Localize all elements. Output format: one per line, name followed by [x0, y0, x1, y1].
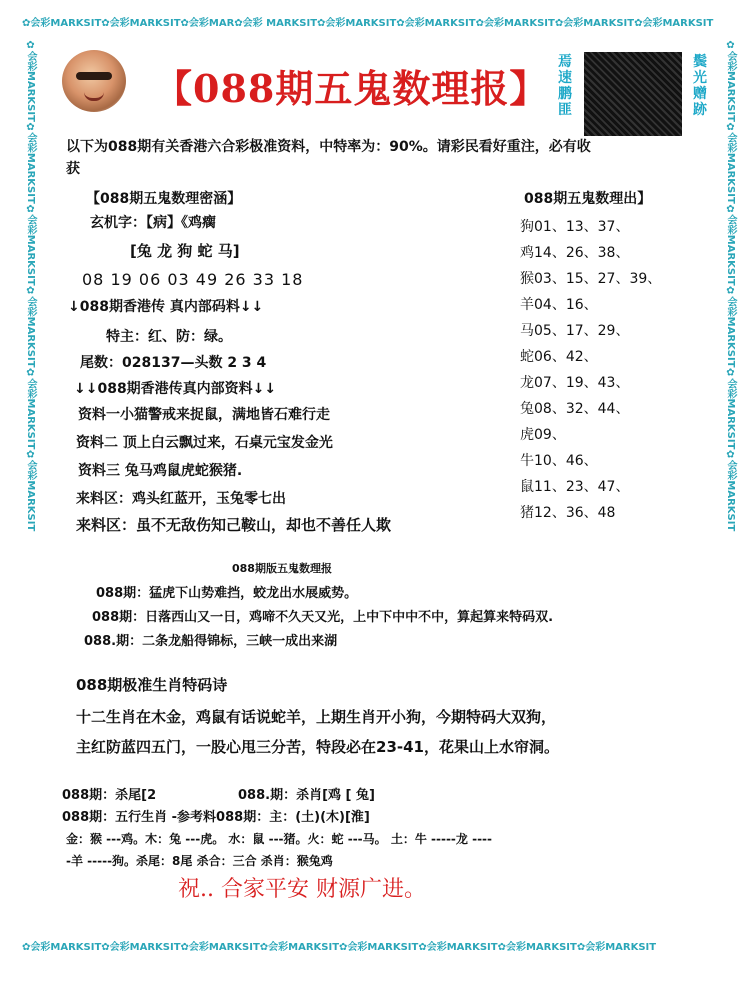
ziliao-3: 资料三 兔马鸡鼠虎蛇猴猪. [78, 463, 243, 479]
zodiac-row: 狗01、13、37、 [520, 219, 630, 235]
avatar-eyes-icon [76, 72, 112, 80]
five-elements-line-2: -羊 -----狗。杀尾：8尾 杀合：三合 杀肖：猴兔鸡 [66, 854, 333, 868]
right-badge-char: 鬓 [693, 54, 707, 70]
zodiac-row: 牛10、46、 [520, 453, 598, 469]
border-top-watermark: ✿会彩MARKSIT✿会彩MARKSIT✿会彩MAR✿会彩 MARKSIT✿会彩MARKSIT✿会彩MARKSIT✿会彩MARKSIT✿会彩MARKSIT✿会彩MARKSIT [22, 18, 714, 29]
intro-text: 以下为088期有关香港六合彩极准资料，中特率为：90%。请彩民看好重注，必有收 [66, 139, 591, 155]
blessing-text: 祝.. 合家平安 财源广进。 [178, 877, 426, 902]
intro-text-cont: 获 [66, 161, 80, 177]
avatar [62, 50, 126, 112]
right-badge-char: 光 [693, 70, 707, 86]
zodiac-row: 兔08、32、44、 [520, 401, 630, 417]
poem-line-2: 主红防蓝四五门，一股心甩三分苦，特段必在23-41，花果山上水帘洞。 [76, 738, 559, 756]
middle-line-3: 088.期：二条龙船得锦标，三峡一成出来湖 [84, 634, 338, 649]
zodiac-list: [兔 龙 狗 蛇 马] [130, 242, 240, 260]
hk-heading-2: ↓↓088期香港传真内部资料↓↓ [74, 381, 277, 397]
left-badge [555, 54, 575, 118]
zodiac-row: 虎09、 [520, 427, 566, 443]
border-left-watermark: ✿会彩MARKSIT✿会彩MARKSIT✿会彩MARKSIT✿会彩MARKSIT✿会彩MARKSIT✿会彩MARKSIT [25, 40, 36, 532]
right-badge-char: 赠 [693, 86, 707, 102]
ziliao-2: 资料二 顶上白云飘过来，石桌元宝发金光 [76, 435, 333, 451]
left-badge-char: 匪 [558, 102, 572, 118]
zodiac-row: 鼠11、23、47、 [520, 479, 630, 495]
ziliao-1: 资料一小猫警戒来捉鼠，满地皆石难行走 [78, 407, 330, 423]
zodiac-table-heading: 088期五鬼数理出】 [524, 191, 652, 207]
middle-line-2: 088期：日落西山又一日，鸡啼不久天又光，上中下中中不中，算起算来特码双. [92, 610, 554, 625]
page-title: 【088期五鬼数理报】 [154, 66, 549, 111]
shaxiao-text: 088.期：杀肖[鸡 [ 兔] [238, 788, 375, 803]
zodiac-row: 龙07、19、43、 [520, 375, 630, 391]
poem-heading: 088期极准生肖特码诗 [76, 676, 228, 694]
left-badge-char: 速 [558, 70, 572, 86]
left-badge-char: 焉 [558, 54, 572, 70]
right-badge [690, 54, 710, 118]
left-badge-char: 鹏 [558, 86, 572, 102]
five-elements-line: 金：猴 ---鸡。木：兔 ---虎。 水：鼠 ---猪。火：蛇 ---马。 土：牛 -----龙 ---- [66, 832, 493, 846]
weishu-text: 尾数：028137—头数 2 3 4 [80, 355, 267, 371]
border-bottom-watermark: ✿会彩MARKSIT✿会彩MARKSIT✿会彩MARKSIT✿会彩MARKSIT✿会彩MARKSIT✿会彩MARKSIT✿会彩MARKSIT✿会彩MARKSIT [22, 942, 657, 953]
zodiac-row: 羊04、16、 [520, 297, 598, 313]
qr-code-icon [584, 52, 682, 136]
zodiac-row: 鸡14、26、38、 [520, 245, 630, 261]
laoliao-1: 来料区：鸡头红蓝开，玉兔零七出 [76, 491, 286, 507]
secret-heading: 【088期五鬼数理密涵】 [86, 191, 242, 207]
middle-subheading: 088期版五鬼数理报 [232, 562, 332, 575]
zodiac-row: 蛇06、42、 [520, 349, 598, 365]
wuxing-text: 088期：五行生肖 -参考料088期：主：(土)(木)[淮] [62, 810, 370, 825]
avatar-mouth-icon [84, 92, 104, 101]
laoliao-2: 来料区：虽不无敌伤知己鞍山，却也不善任人欺 [76, 516, 392, 534]
border-right-watermark: ✿会彩MARKSIT✿会彩MARKSIT✿会彩MARKSIT✿会彩MARKSIT✿会彩MARKSIT✿会彩MARKSIT [725, 40, 736, 532]
hk-heading-1: ↓088期香港传 真内部码料↓↓ [68, 299, 264, 315]
shawei-text: 088期：杀尾[2 [62, 788, 157, 803]
xuanji-text: 玄机字：【病】《鸡瘸 [90, 215, 216, 231]
middle-line-1: 088期：猛虎下山势难挡，蛟龙出水展威势。 [96, 586, 358, 601]
zodiac-row: 猴03、15、27、39、 [520, 271, 662, 287]
number-list: 08 19 06 03 49 26 33 18 [82, 270, 304, 289]
zodiac-row: 马05、17、29、 [520, 323, 630, 339]
poem-line-1: 十二生肖在木金，鸡鼠有话说蛇羊，上期生肖开小狗，今期特码大双狗， [76, 708, 557, 726]
right-badge-char: 跡 [693, 102, 707, 118]
tezhu-text: 特主：红、防：绿。 [106, 329, 232, 345]
zodiac-row: 猪12、36、48 [520, 505, 616, 521]
